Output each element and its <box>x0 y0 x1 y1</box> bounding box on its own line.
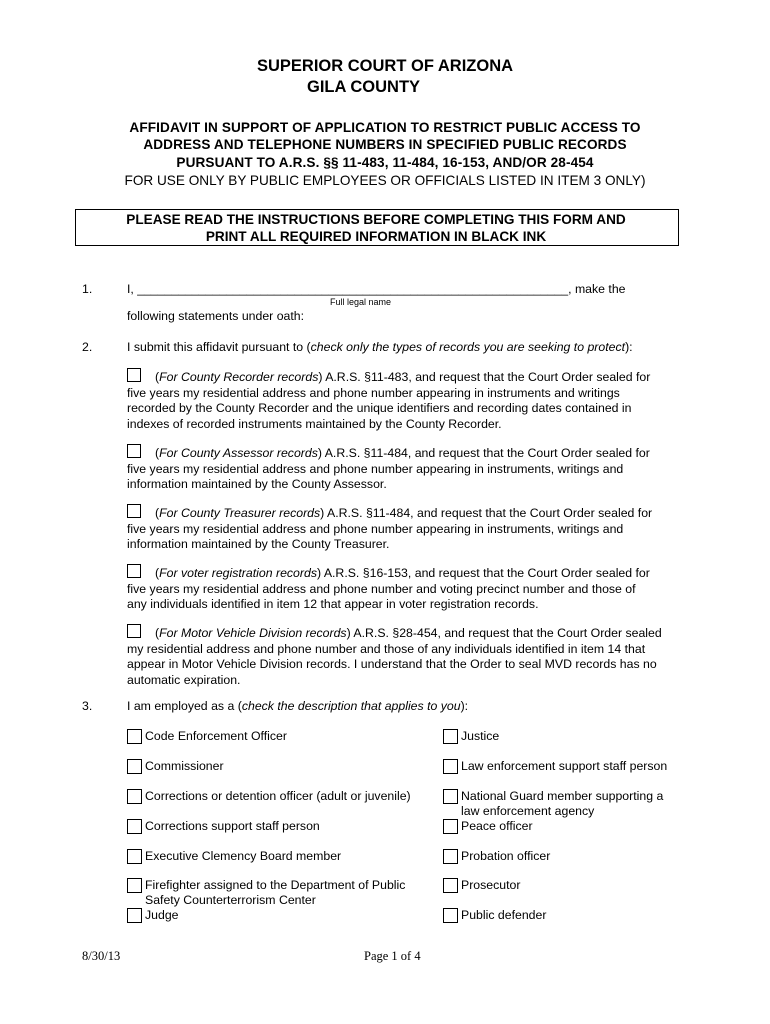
option-text: appear in Motor Vehicle Division records. I understand that the Order to seal MVD records has no <box>127 657 657 671</box>
item-1-number: 1. <box>82 282 93 296</box>
peace-officer-label: Peace officer <box>461 819 533 833</box>
notice-line-2: PRINT ALL REQUIRED INFORMATION IN BLACK INK <box>205 229 547 244</box>
probation-officer-label: Probation officer <box>461 849 551 863</box>
option-label-italic: For County Assessor records <box>159 446 318 460</box>
full-legal-name-caption: Full legal name <box>330 297 392 307</box>
option-text: ) A.R.S. §11-484, and request that the Court Order sealed for <box>320 506 653 520</box>
item-3-intro <box>127 699 468 715</box>
option-county-treasurer: (For County Treasurer records) A.R.S. §11-484, and request that the Court Order sealed for five years my residential address and phone number appearing in instruments, writings and information maintained by the County Treasurer. <box>127 506 653 551</box>
page-number: Page 1 of 4 <box>364 949 421 963</box>
option-label-italic: For County Recorder records <box>159 370 319 384</box>
form-title-line-3: PURSUANT TO A.R.S. §§ 11-483, 11-484, 16-153, AND/OR 28-454 <box>176 155 594 170</box>
option-text: any individuals identified in item 12 that appear in voter registration records. <box>127 597 539 611</box>
option-text: ) A.R.S. §28-454, and request that the Court Order sealed <box>346 626 662 640</box>
option-text: automatic expiration. <box>127 672 241 687</box>
option-text: ) A.R.S. §11-483, and request that the Court Order sealed for <box>318 370 651 384</box>
corrections-officer-label: Corrections or detention officer (adult or juvenile) <box>145 789 411 803</box>
option-text: five years my residential address and phone number appearing in instruments, writings and <box>127 521 624 536</box>
corrections-support-staff-checkbox[interactable] <box>127 819 142 834</box>
code-enforcement-officer-checkbox[interactable] <box>127 729 142 744</box>
option-county-assessor: (For County Assessor records) A.R.S. §11-484, and request that the Court Order sealed for five years my residential address and phone number appearing in instruments, writings and information maintained by the County Assessor. <box>127 446 650 491</box>
justice-checkbox[interactable] <box>443 729 458 744</box>
executive-clemency-board-checkbox[interactable] <box>127 849 142 864</box>
corrections-support-staff-label: Corrections support staff person <box>145 819 320 833</box>
national-guard-label-line-1: National Guard member supporting a <box>461 789 664 803</box>
code-enforcement-officer-label: Code Enforcement Officer <box>145 729 287 743</box>
county-assessor-checkbox[interactable] <box>127 444 141 458</box>
option-text: recorded by the County Recorder and the unique identifiers and recording dates contained in <box>127 401 632 415</box>
item-1-statement <box>127 282 626 298</box>
option-text: indexes of recorded instruments maintained by the County Recorder. <box>127 416 502 431</box>
item-2-intro <box>127 340 633 356</box>
law-enforcement-support-label: Law enforcement support staff person <box>461 759 668 773</box>
item-2-intro-text: I submit this affidavit pursuant to ( <box>127 340 311 354</box>
item-2-intro-italic: check only the types of records you are seeking to protect <box>310 340 626 354</box>
county-treasurer-checkbox[interactable] <box>127 504 141 518</box>
item-1-suffix: , make the <box>568 282 626 296</box>
item-1-continuation: following statements under oath: <box>127 309 305 323</box>
use-note: FOR USE ONLY BY PUBLIC EMPLOYEES OR OFFICIALS LISTED IN ITEM 3 ONLY) <box>124 173 646 188</box>
national-guard-checkbox[interactable] <box>443 789 458 804</box>
option-text: information maintained by the County Treasurer. <box>127 537 390 551</box>
motor-vehicle-division-checkbox[interactable] <box>127 624 141 638</box>
item-3-intro-end: ): <box>460 699 469 713</box>
judge-label: Judge <box>145 908 179 922</box>
item-2-intro-end: ): <box>625 340 633 354</box>
county-recorder-checkbox[interactable] <box>127 368 141 382</box>
option-label-italic: For Motor Vehicle Division records <box>159 626 347 640</box>
option-text: my residential address and phone number and those of any individuals identified in item 14 that <box>127 641 646 656</box>
public-defender-checkbox[interactable] <box>443 908 458 923</box>
option-text: five years my residential address and phone number appearing in instruments and writings <box>127 385 620 400</box>
option-motor-vehicle-division: (For Motor Vehicle Division records) A.R.S. §28-454, and request that the Court Order sealed my residential address and phone number and those of any individuals identified in item 14 that appear in Motor Vehicle Division records. I understand that the Order to seal MVD records has no automatic expiration. <box>127 626 662 687</box>
commissioner-checkbox[interactable] <box>127 759 142 774</box>
option-text: ) A.R.S. §11-484, and request that the Court Order sealed for <box>317 446 650 460</box>
item-2-number: 2. <box>82 340 93 354</box>
notice-line-1: PLEASE READ THE INSTRUCTIONS BEFORE COMPLETING THIS FORM AND <box>126 212 626 227</box>
option-text: ) A.R.S. §16-153, and request that the Court Order sealed for <box>316 566 650 580</box>
item-3-intro-text: I am employed as a ( <box>127 699 242 713</box>
option-label-italic: For voter registration records <box>159 566 317 580</box>
probation-officer-checkbox[interactable] <box>443 849 458 864</box>
national-guard-label-line-2: law enforcement agency <box>461 804 595 818</box>
form-title-line-1: AFFIDAVIT IN SUPPORT OF APPLICATION TO RESTRICT PUBLIC ACCESS TO <box>129 120 641 135</box>
option-county-recorder: (For County Recorder records) A.R.S. §11-483, and request that the Court Order sealed for five years my residential address and phone number appearing in instruments and writings recorded by the County Recorder and the unique identifiers and recording dates contained in indexes of recorded instruments maintained by the County Recorder. <box>127 370 651 431</box>
option-voter-registration: (For voter registration records) A.R.S. §16-153, and request that the Court Order sealed for five years my residential address and phone number and voting precinct number and those of any individuals identified in item 12 that appear in voter registration records. <box>127 566 650 611</box>
executive-clemency-board-label: Executive Clemency Board member <box>145 849 342 863</box>
option-label-italic: For County Treasurer records <box>159 506 321 520</box>
option-text: five years my residential address and phone number and voting precinct number and those of <box>127 581 636 596</box>
prosecutor-label: Prosecutor <box>461 878 521 892</box>
full-legal-name-field[interactable]: _______________________________________________________________ <box>137 282 569 296</box>
form-date: 8/30/13 <box>82 949 121 963</box>
county-name: GILA COUNTY <box>307 78 421 96</box>
justice-label: Justice <box>461 729 500 743</box>
court-name: SUPERIOR COURT OF ARIZONA <box>256 57 514 75</box>
option-text: five years my residential address and phone number appearing in instruments, writings and <box>127 461 624 476</box>
law-enforcement-support-checkbox[interactable] <box>443 759 458 774</box>
corrections-officer-checkbox[interactable] <box>127 789 142 804</box>
firefighter-dps-label-line-2: Safety Counterterrorism Center <box>145 893 316 907</box>
peace-officer-checkbox[interactable] <box>443 819 458 834</box>
firefighter-dps-checkbox[interactable] <box>127 878 142 893</box>
firefighter-dps-label-line-1: Firefighter assigned to the Department of Public <box>145 878 406 892</box>
voter-registration-checkbox[interactable] <box>127 564 141 578</box>
prosecutor-checkbox[interactable] <box>443 878 458 893</box>
item-3-number: 3. <box>82 699 93 713</box>
option-text: information maintained by the County Assessor. <box>127 477 387 491</box>
commissioner-label: Commissioner <box>145 759 224 773</box>
form-title-line-2: ADDRESS AND TELEPHONE NUMBERS IN SPECIFIED PUBLIC RECORDS <box>143 137 627 152</box>
item-1-prefix: I, <box>127 282 138 296</box>
item-3-intro-italic: check the description that applies to you <box>241 699 461 713</box>
public-defender-label: Public defender <box>461 908 547 922</box>
judge-checkbox[interactable] <box>127 908 142 923</box>
